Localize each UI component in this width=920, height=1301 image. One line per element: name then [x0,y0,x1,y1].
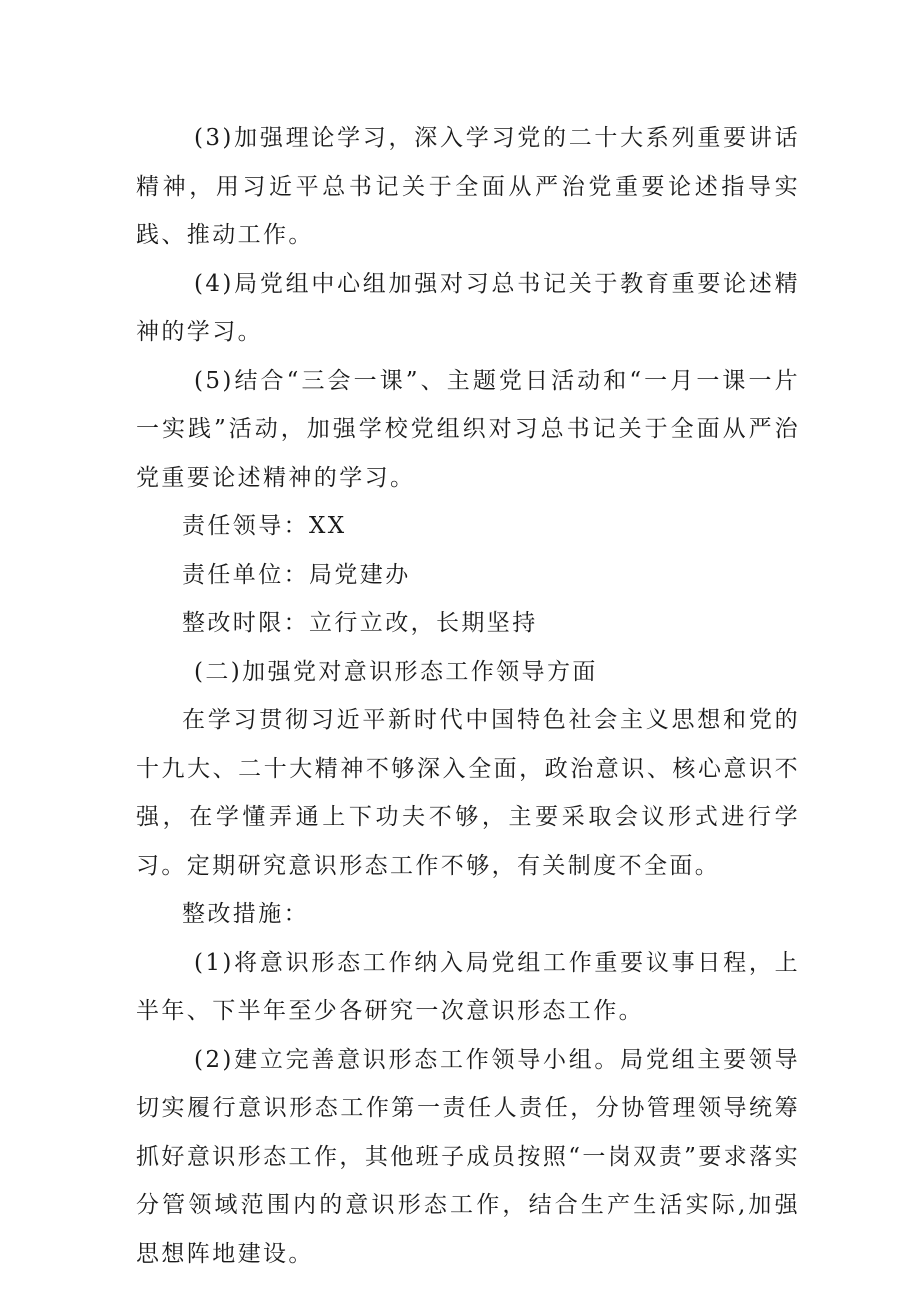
responsible-unit: 责任单位：局党建办 [182,561,411,588]
measures-heading: 整改措施： [182,901,309,927]
section-heading: (二)加强党对意识形态工作领导方面 [194,658,598,685]
problem-description: 在学习贯彻习近平新时代中国特色社会主义思想和党的十九大、二十大精神不够深入全面，政治意识、核心意识不强，在学懂弄通上下功夫不够，主要采取会议形式进行学习。定期研究意识形态工作不够，有关制度不全面。 [136,707,800,879]
responsible-leader: 责任领导：XX [182,513,347,539]
paragraph-item-3: (3)加强理论学习，深入学习党的二十大系列重要讲话精神，用习近平总书记关于全面从严治党重要论述指导实践、推动工作。 [136,125,800,248]
paragraph-item-5: (5)结合“三会一课”、主题党日活动和“一月一课一片一实践”活动，加强学校党组织对习总书记关于全面从严治党重要论述精神的学习。 [136,367,800,491]
rectification-deadline: 整改时限：立行立改，长期坚持 [182,610,538,636]
measure-item-2: (2)建立完善意识形态工作领导小组。局党组主要领导切实履行意识形态工作第一责任人责任，分协管理领导统筹抓好意识形态工作，其他班子成员按照“一岗双责”要求落实分管领域范围内的意识形态工作，结合生产生活实际,加强思想阵地建设。 [136,1046,800,1267]
document-body [136,114,800,1278]
paragraph-item-4: (4)局党组中心组加强对习总书记关于教育重要论述精神的学习。 [136,270,800,345]
measure-item-1: (1)将意识形态工作纳入局党组工作重要议事日程，上半年、下半年至少各研究一次意识形态工作。 [136,949,800,1024]
